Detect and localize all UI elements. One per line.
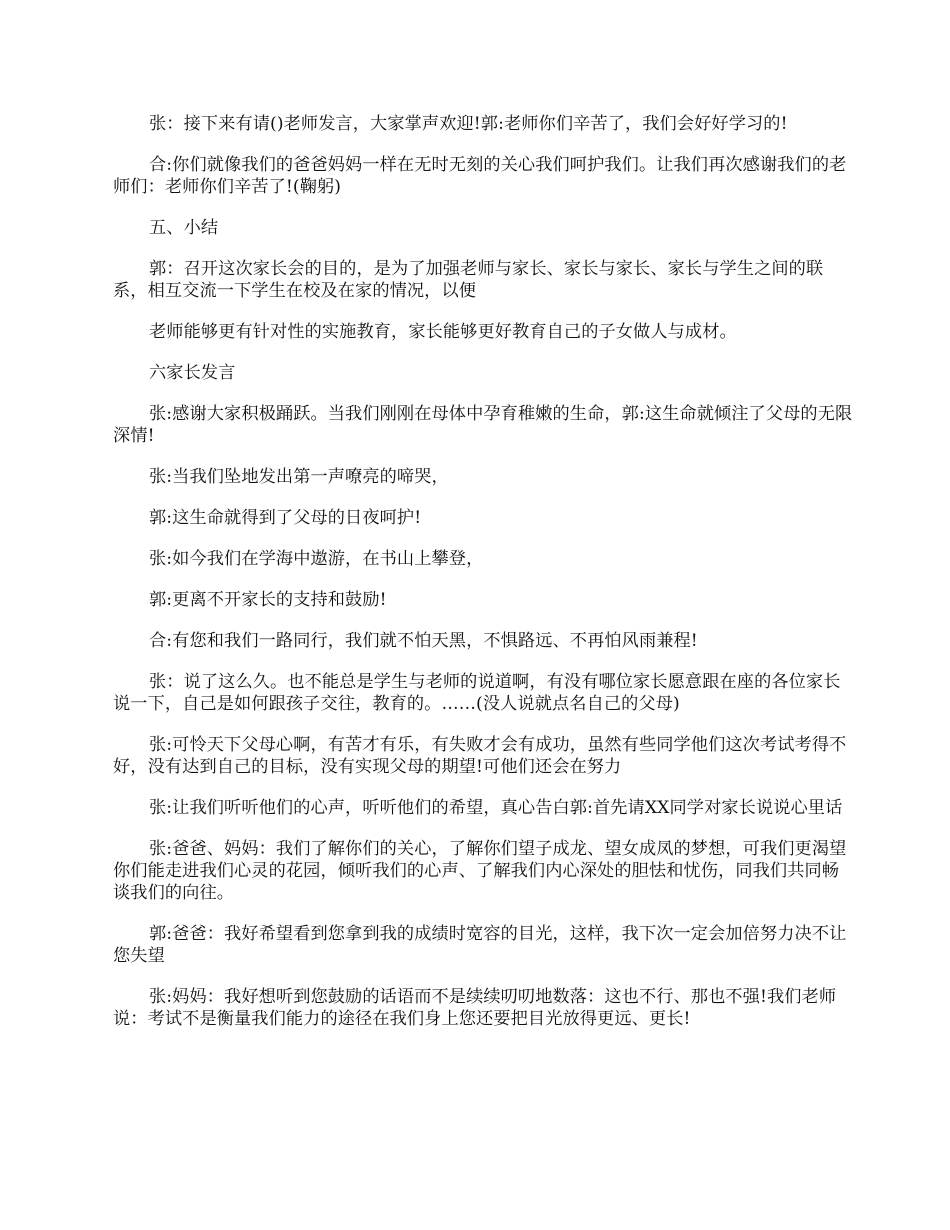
paragraph: 郭:更离不开家长的支持和鼓励!: [149, 590, 387, 610]
document-page: [113, 113, 853, 1049]
paragraph: 张:爸爸、妈妈：我们了解你们的关心，了解你们望子成龙、望女成凤的梦想，可我们更渴望你们能走进我们心灵的花园，倾听我们的心声、了解我们内心深处的胆怯和忧伤，同我们共同畅谈我们的向往。: [113, 839, 847, 903]
paragraph: 合:你们就像我们的爸爸妈妈一样在无时无刻的关心我们呵护我们。让我们再次感谢我们的老师们：老师你们辛苦了!(鞠躬): [113, 155, 847, 197]
paragraph: 张:可怜天下父母心啊，有苦才有乐，有失败才会有成功，虽然有些同学他们这次考试考得不好，没有达到自己的目标，没有实现父母的期望!可他们还会在努力: [113, 735, 847, 777]
paragraph: 张:让我们听听他们的心声，听听他们的希望，真心告白郭:首先请XX同学对家长说说心里话: [149, 798, 843, 818]
section-heading: 五、小结: [149, 218, 219, 238]
paragraph: 郭：召开这次家长会的目的，是为了加强老师与家长、家长与家长、家长与学生之间的联系，相互交流一下学生在校及在家的情况，以便: [113, 259, 824, 301]
paragraph: 张:妈妈：我好想听到您鼓励的话语而不是续续叨叨地数落：这也不行、那也不强!我们老师说：考试不是衡量我们能力的途径在我们身上您还要把目光放得更远、更长!: [113, 987, 837, 1029]
section-heading: 六家长发言: [149, 363, 236, 383]
paragraph: 张：接下来有请()老师发言，大家掌声欢迎!郭:老师你们辛苦了，我们会好好学习的!: [149, 114, 788, 134]
paragraph: 合:有您和我们一路同行，我们就不怕天黑，不惧路远、不再怕风雨兼程!: [149, 631, 698, 651]
paragraph: 郭:这生命就得到了父母的日夜呵护!: [149, 508, 422, 528]
paragraph: 老师能够更有针对性的实施教育，家长能够更好教育自己的子女做人与成材。: [149, 322, 737, 342]
paragraph: 张：说了这么久。也不能总是学生与老师的说道啊，有没有哪位家长愿意跟在座的各位家长说一下，自己是如何跟孩子交往，教育的。……(没人说就点名自己的父母): [113, 672, 841, 714]
paragraph: 张:感谢大家积极踊跃。当我们刚刚在母体中孕育稚嫩的生命，郭:这生命就倾注了父母的无限深情!: [113, 404, 853, 446]
paragraph: 张:当我们坠地发出第一声嘹亮的啼哭，: [149, 467, 449, 487]
paragraph: 郭:爸爸：我好希望看到您拿到我的成绩时宽容的目光，这样，我下次一定会加倍努力决不让您失望: [113, 924, 847, 966]
paragraph: 张:如今我们在学海中遨游，在书山上攀登，: [149, 549, 484, 569]
